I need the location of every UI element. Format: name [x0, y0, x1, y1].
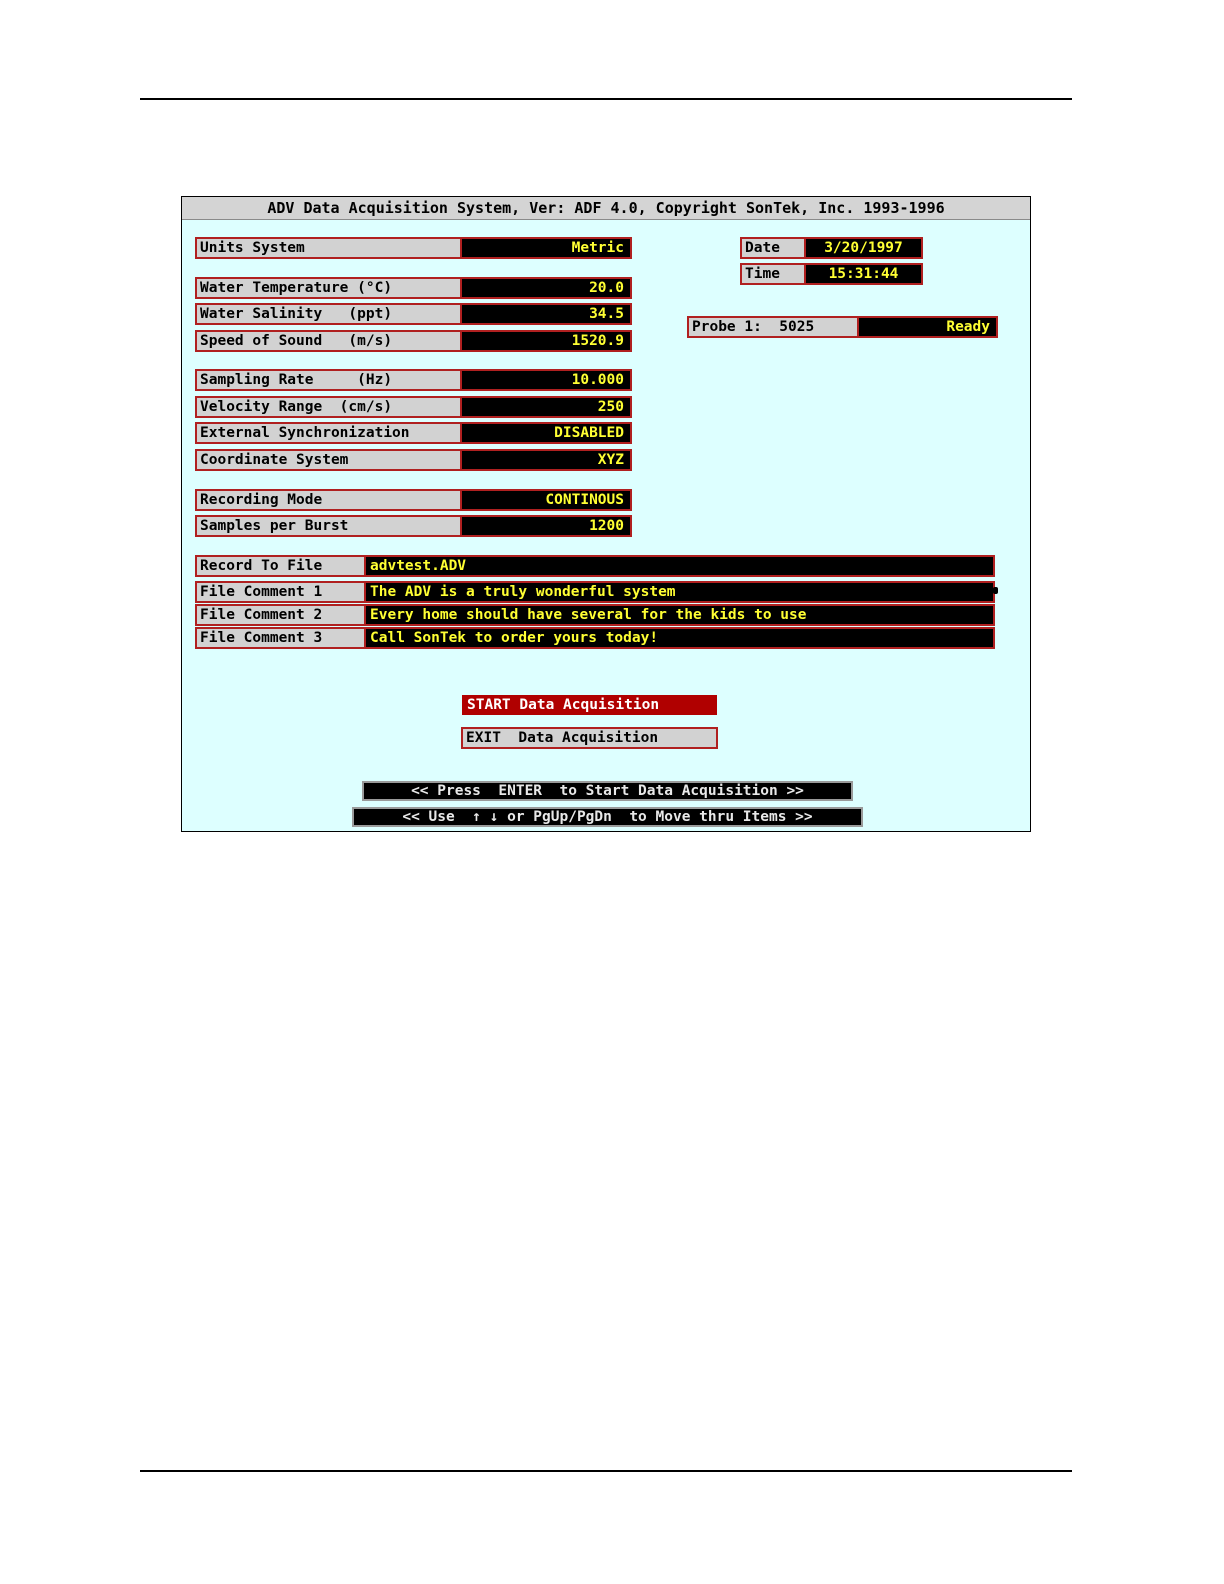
- setting-value[interactable]: XYZ: [462, 449, 632, 471]
- date-display: [740, 237, 923, 259]
- time-display: [740, 263, 923, 285]
- setting-velocity-range[interactable]: [195, 396, 632, 418]
- setting-value[interactable]: 10.000: [462, 369, 632, 391]
- hint-enter: << Press ENTER to Start Data Acquisition >>: [362, 781, 853, 801]
- setting-label: Velocity Range (cm/s): [195, 396, 462, 418]
- file-comment-label: File Comment 2: [195, 604, 366, 626]
- file-comment-input[interactable]: Call SonTek to order yours today!: [366, 627, 995, 649]
- window-title: ADV Data Acquisition System, Ver: ADF 4.0, Copyright SonTek, Inc. 1993-1996: [182, 197, 1030, 220]
- file-comment-label: File Comment 3: [195, 627, 366, 649]
- cursor-marker: [993, 587, 998, 594]
- setting-value[interactable]: 34.5: [462, 303, 632, 325]
- time-value: 15:31:44: [806, 263, 923, 285]
- setting-speed-of-sound[interactable]: [195, 330, 632, 352]
- file-comment-input[interactable]: The ADV is a truly wonderful system: [366, 581, 995, 603]
- footer-rule: [140, 1470, 1072, 1472]
- adv-screen: [181, 196, 1031, 832]
- header-rule: [140, 98, 1072, 100]
- setting-label: Recording Mode: [195, 489, 462, 511]
- setting-sampling-rate[interactable]: [195, 369, 632, 391]
- probe-label: Probe 1: 5025: [687, 316, 859, 338]
- setting-external-synchronization[interactable]: [195, 422, 632, 444]
- record-file-label: Record To File: [195, 555, 366, 577]
- setting-value[interactable]: Metric: [462, 237, 632, 259]
- setting-water-salinity[interactable]: [195, 303, 632, 325]
- setting-value[interactable]: 20.0: [462, 277, 632, 299]
- setting-label: Units System: [195, 237, 462, 259]
- file-comment-3[interactable]: [195, 627, 995, 649]
- record-file-input[interactable]: advtest.ADV: [366, 555, 995, 577]
- setting-label: Water Temperature (°C): [195, 277, 462, 299]
- record-to-file[interactable]: [195, 555, 995, 577]
- exit-acquisition-button[interactable]: EXIT Data Acquisition: [461, 727, 718, 749]
- probe-status: [687, 316, 998, 338]
- setting-value[interactable]: DISABLED: [462, 422, 632, 444]
- setting-units-system[interactable]: [195, 237, 632, 259]
- setting-label: Samples per Burst: [195, 515, 462, 537]
- setting-label: Speed of Sound (m/s): [195, 330, 462, 352]
- setting-label: Coordinate System: [195, 449, 462, 471]
- file-comment-label: File Comment 1: [195, 581, 366, 603]
- setting-value[interactable]: 250: [462, 396, 632, 418]
- date-value: 3/20/1997: [806, 237, 923, 259]
- setting-label: External Synchronization: [195, 422, 462, 444]
- setting-value[interactable]: 1520.9: [462, 330, 632, 352]
- probe-status-value: Ready: [859, 316, 998, 338]
- hint-navigation: << Use ↑ ↓ or PgUp/PgDn to Move thru Items >>: [352, 807, 863, 827]
- setting-value[interactable]: 1200: [462, 515, 632, 537]
- file-comment-input[interactable]: Every home should have several for the kids to use: [366, 604, 995, 626]
- time-label: Time: [740, 263, 806, 285]
- setting-samples-per-burst[interactable]: [195, 515, 632, 537]
- file-comment-2[interactable]: [195, 604, 995, 626]
- setting-water-temperature[interactable]: [195, 277, 632, 299]
- setting-value[interactable]: CONTINOUS: [462, 489, 632, 511]
- start-acquisition-button[interactable]: START Data Acquisition: [462, 695, 717, 715]
- file-comment-1[interactable]: [195, 581, 995, 603]
- setting-coordinate-system[interactable]: [195, 449, 632, 471]
- setting-label: Water Salinity (ppt): [195, 303, 462, 325]
- date-label: Date: [740, 237, 806, 259]
- setting-recording-mode[interactable]: [195, 489, 632, 511]
- setting-label: Sampling Rate (Hz): [195, 369, 462, 391]
